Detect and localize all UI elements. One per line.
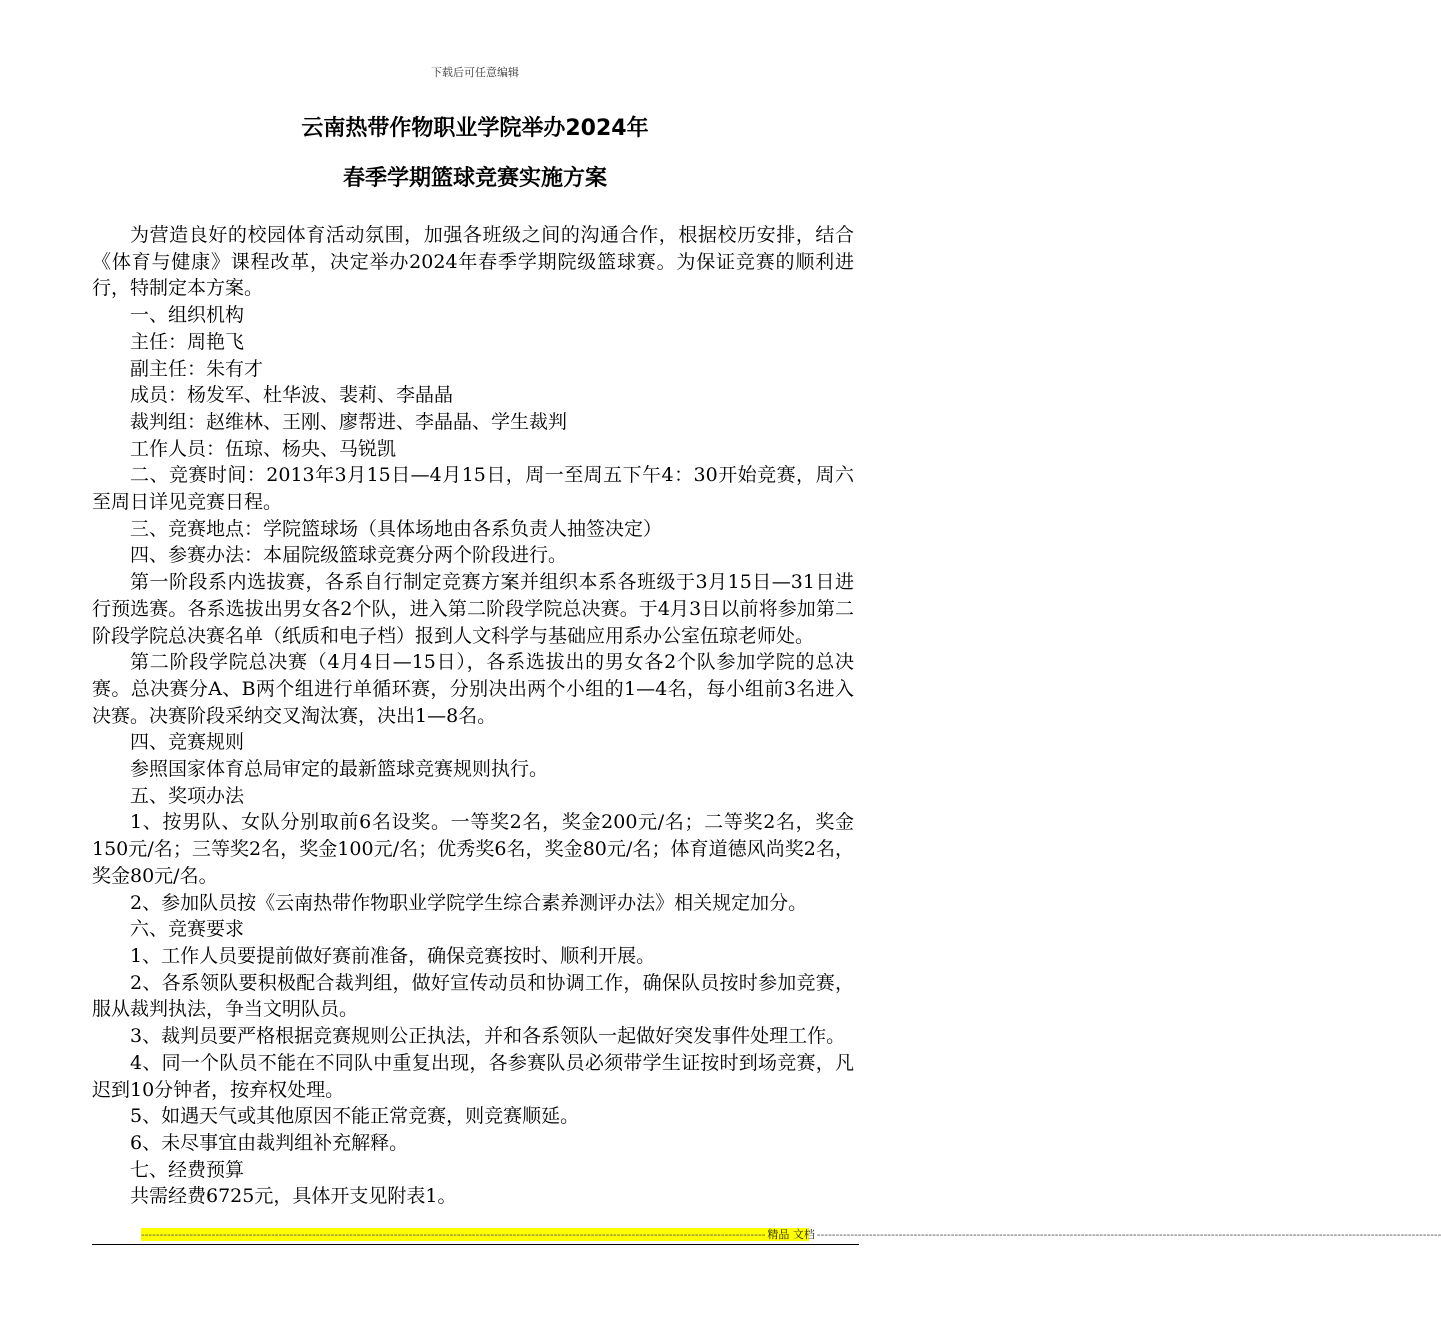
- paragraph-members: 成员：杨发军、杜华波、裴莉、李晶晶: [130, 384, 454, 407]
- heading-organization: 一、组织机构: [130, 304, 245, 327]
- document-body: [92, 222, 854, 1210]
- paragraph-requirement-5: 5、如遇天气或其他原因不能正常竞赛，则竞赛顺延。: [130, 1105, 580, 1128]
- paragraph-awards-2: 2、参加队员按《云南热带作物职业学院学生综合素养测评办法》相关规定加分。: [130, 891, 808, 914]
- footer-dash-left: ------------------------------------------------------------------------------------------------------------------------------------------------------------------------: [141, 1228, 766, 1241]
- document-title-line-1: 云南热带作物职业学院举办2024年: [301, 116, 649, 141]
- paragraph-requirement-1: 1、工作人员要提前做好赛前准备，确保竞赛按时、顺利开展。: [130, 944, 656, 967]
- footer-label: 精品 文档: [767, 1228, 815, 1241]
- paragraph-rules: 参照国家体育总局审定的最新篮球竞赛规则执行。: [130, 758, 549, 781]
- header-note: 下载后可任意编辑: [431, 66, 519, 79]
- paragraph-stage-one: 第一阶段系内选拔赛，各系自行制定竞赛方案并组织本系各班级于3月15日—31日进行预选赛。各系选拔出男女各2个队，进入第二阶段学院总决赛。于4月3日以前将参加第二阶段学院总决赛名单（纸质和电子档）报到人文科学与基础应用系办公室伍琼老师处。: [92, 571, 854, 647]
- footer-dash-right: ------------------------------------------------------------------------------------------------------------------------------------------------------------------------: [816, 1228, 1441, 1241]
- paragraph-requirement-6: 6、未尽事宜由裁判组补充解释。: [130, 1131, 409, 1154]
- paragraph-intro: 为营造良好的校园体育活动氛围，加强各班级之间的沟通合作，根据校历安排，结合《体育与健康》课程改革，决定举办2024年春季学期院级篮球赛。为保证竞赛的顺利进行，特制定本方案。: [92, 224, 854, 300]
- heading-awards: 五、奖项办法: [130, 784, 245, 807]
- heading-requirements: 六、竞赛要求: [130, 918, 245, 941]
- paragraph-competition-time: 二、竞赛时间：2013年3月15日—4月15日，周一至周五下午4：30开始竞赛，周六至周日详见竞赛日程。: [92, 464, 854, 514]
- paragraph-requirement-4: 4、同一个队员不能在不同队中重复出现，各参赛队员必须带学生证按时到场竞赛，凡迟到10分钟者，按弃权处理。: [92, 1051, 854, 1101]
- paragraph-stage-two: 第二阶段学院总决赛（4月4日—15日），各系选拔出的男女各2个队参加学院的总决赛。总决赛分A、B两个组进行单循环赛，分别决出两个小组的1—4名，每小组前3名进入决赛。决赛阶段采纳交叉淘汰赛，决出1—8名。: [92, 651, 854, 727]
- heading-rules: 四、竞赛规则: [130, 731, 245, 754]
- paragraph-requirement-2: 2、各系领队要积极配合裁判组，做好宣传动员和协调工作，确保队员按时参加竞赛，服从裁判执法，争当文明队员。: [92, 971, 854, 1021]
- paragraph-staff: 工作人员：伍琼、杨央、马锐凯: [130, 437, 397, 460]
- footer-highlight-band: [141, 1228, 1441, 1241]
- paragraph-awards-1: 1、按男队、女队分别取前6名设奖。一等奖2名，奖金200元/名；二等奖2名，奖金150元/名；三等奖2名，奖金100元/名；优秀奖6名，奖金80元/名；体育道德风尚奖2名，奖金80元/名。: [92, 811, 854, 887]
- footer-rule: [92, 1244, 859, 1245]
- paragraph-participation-method: 四、参赛办法：本届院级篮球竞赛分两个阶段进行。: [130, 544, 568, 567]
- paragraph-requirement-3: 3、裁判员要严格根据竞赛规则公正执法，并和各系领队一起做好突发事件处理工作。: [130, 1025, 846, 1048]
- paragraph-deputy-director: 副主任：朱有才: [130, 357, 264, 380]
- heading-budget: 七、经费预算: [130, 1158, 245, 1181]
- document-title-line-2: 春季学期篮球竞赛实施方案: [342, 166, 607, 191]
- paragraph-budget: 共需经费6725元，具体开支见附表1。: [130, 1185, 457, 1208]
- paragraph-competition-venue: 三、竞赛地点：学院篮球场（具体场地由各系负责人抽签决定）: [130, 517, 663, 540]
- paragraph-referees: 裁判组：赵维林、王刚、廖帮进、李晶晶、学生裁判: [130, 410, 568, 433]
- paragraph-director: 主任：周艳飞: [130, 330, 245, 353]
